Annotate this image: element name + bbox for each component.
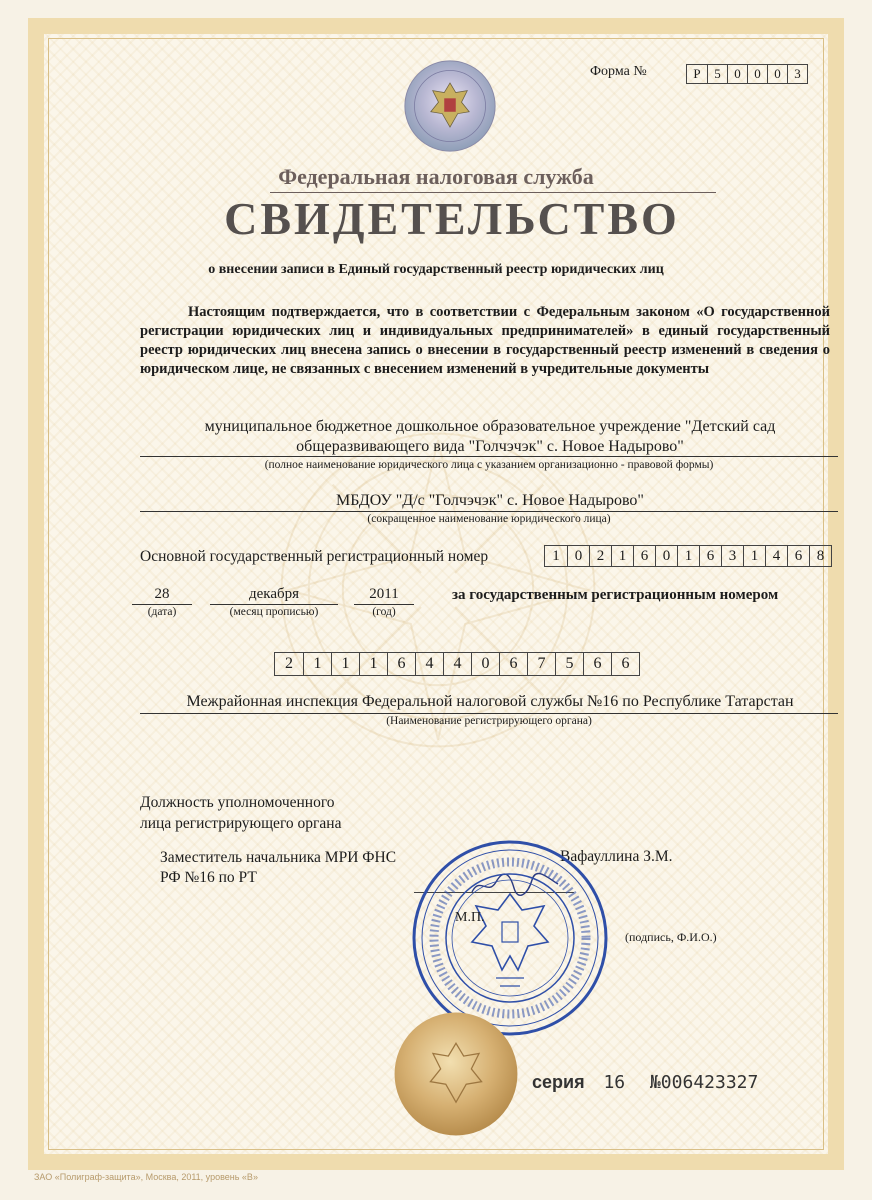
authority-caption: (Наименование регистрирующего органа): [386, 715, 592, 727]
grn-digit-cell: 5: [555, 653, 583, 675]
seal-place-label: М.П.: [455, 910, 485, 925]
certificate-number: №006423327: [649, 1072, 759, 1093]
signer-position: [160, 848, 396, 888]
signer-position-line2: РФ №16 по РТ: [160, 869, 257, 886]
grn-digit-cell: 6: [611, 653, 639, 675]
series-label: серия: [532, 1072, 585, 1092]
position-label-line2: лица регистрирующего органа: [140, 815, 342, 832]
entity-full-name-line2: общеразвивающего вида "Голчэчэк" с. Новое Надырово": [296, 438, 684, 455]
position-label: [140, 792, 341, 834]
ogrn-digit-cell: 1: [743, 546, 765, 566]
entity-full-name-line1: муниципальное бюджетное дошкольное образовательное учреждение "Детский сад: [204, 418, 776, 435]
signer-position-line1: Заместитель начальника МРИ ФНС: [160, 849, 397, 866]
ogrn-digit-cell: 6: [699, 546, 721, 566]
registration-number-label: за государственным регистрационным номером: [452, 587, 779, 603]
grn-digit-cell: 0: [471, 653, 499, 675]
full-name-caption: (полное наименование юридического лица с указанием организационно - правовой формы): [264, 459, 714, 471]
ogrn-digit-cell: 3: [721, 546, 743, 566]
date-day-underline: [132, 604, 192, 605]
grn-digit-cell: 1: [331, 653, 359, 675]
grn-digit-cell: 4: [443, 653, 471, 675]
form-code-cell: Р: [693, 66, 701, 81]
grn-digit-cell: 6: [387, 653, 415, 675]
ogrn-digit-cell: 6: [787, 546, 809, 566]
position-label-line1: Должность уполномоченного: [140, 794, 335, 811]
ogrn-digit-cell: 4: [765, 546, 787, 566]
form-code-boxes: [686, 64, 808, 84]
series-number: [532, 1072, 758, 1093]
form-number-label: Форма №: [590, 64, 647, 79]
grn-digit-cell: 2: [285, 655, 293, 672]
grn-digit-cell: 1: [359, 653, 387, 675]
ogrn-digit-cell: 2: [589, 546, 611, 566]
date-day: 28: [154, 586, 170, 602]
date-year-caption: (год): [372, 606, 396, 618]
form-code-cell: 0: [747, 65, 767, 83]
entity-full-name: [160, 417, 820, 457]
state-emblem-icon: [402, 58, 498, 154]
signer-name: Вафауллина З.М.: [560, 848, 673, 865]
gold-hologram-icon: [392, 1010, 520, 1138]
date-year-underline: [354, 604, 414, 605]
ogrn-digit-cell: 0: [655, 546, 677, 566]
ogrn-digit-cell: 8: [809, 546, 831, 566]
form-code-cell: 5: [707, 65, 727, 83]
date-month-caption: (месяц прописью): [229, 606, 319, 618]
short-name-underline: [140, 511, 838, 512]
ogrn-digit-cell: 1: [552, 548, 560, 564]
ogrn-digit-cell: 1: [611, 546, 633, 566]
entity-short-name: МБДОУ "Д/с "Голчэчэк" с. Новое Надырово": [336, 492, 644, 509]
grn-digit-cell: 1: [303, 653, 331, 675]
grn-digit-cell: 4: [415, 653, 443, 675]
confirmation-paragraph: Настоящим подтверждается, что в соответствии с Федеральным законом «О государственной регистрации юридических лиц и индивидуальных предпринимателей» в единый государственный реестр юридических лиц внесена запись о внесении в государственный реестр изменений в сведения о юридическом лице, не связанных с внесением изменений в учредительные документы: [140, 304, 830, 377]
grn-digit-cell: 6: [583, 653, 611, 675]
ogrn-boxes: [544, 545, 832, 567]
series-code: 16: [603, 1072, 626, 1093]
official-seal-icon: [410, 838, 610, 1038]
ogrn-digit-cell: 0: [567, 546, 589, 566]
document-title: СВИДЕТЕЛЬСТВО: [224, 193, 680, 244]
authority-underline: [140, 713, 838, 714]
signature-caption: (подпись, Ф.И.О.): [625, 930, 717, 944]
date-year: 2011: [369, 586, 399, 602]
form-code-cell: 0: [767, 65, 787, 83]
date-month-underline: [210, 604, 338, 605]
grn-digit-cell: 6: [499, 653, 527, 675]
printer-footer: ЗАО «Полиграф-защита», Москва, 2011, уровень «В»: [34, 1172, 258, 1182]
ogrn-digit-cell: 1: [677, 546, 699, 566]
service-name: Федеральная налоговая служба: [278, 164, 594, 189]
grn-digit-cell: 7: [527, 653, 555, 675]
form-code-cell: 0: [727, 65, 747, 83]
ogrn-label: Основной государственный регистрационный номер: [140, 548, 489, 565]
grn-boxes: [274, 652, 640, 676]
date-day-caption: (дата): [147, 606, 177, 618]
short-name-caption: (сокращенное наименование юридического лица): [367, 513, 611, 525]
date-month: декабря: [248, 586, 300, 602]
ogrn-digit-cell: 6: [633, 546, 655, 566]
document-subtitle: о внесении записи в Единый государственный реестр юридических лиц: [208, 262, 664, 277]
registering-authority: Межрайонная инспекция Федеральной налоговой службы №16 по Республике Татарстан: [186, 693, 794, 710]
form-code-cell: 3: [787, 65, 807, 83]
full-name-underline: [140, 456, 838, 457]
